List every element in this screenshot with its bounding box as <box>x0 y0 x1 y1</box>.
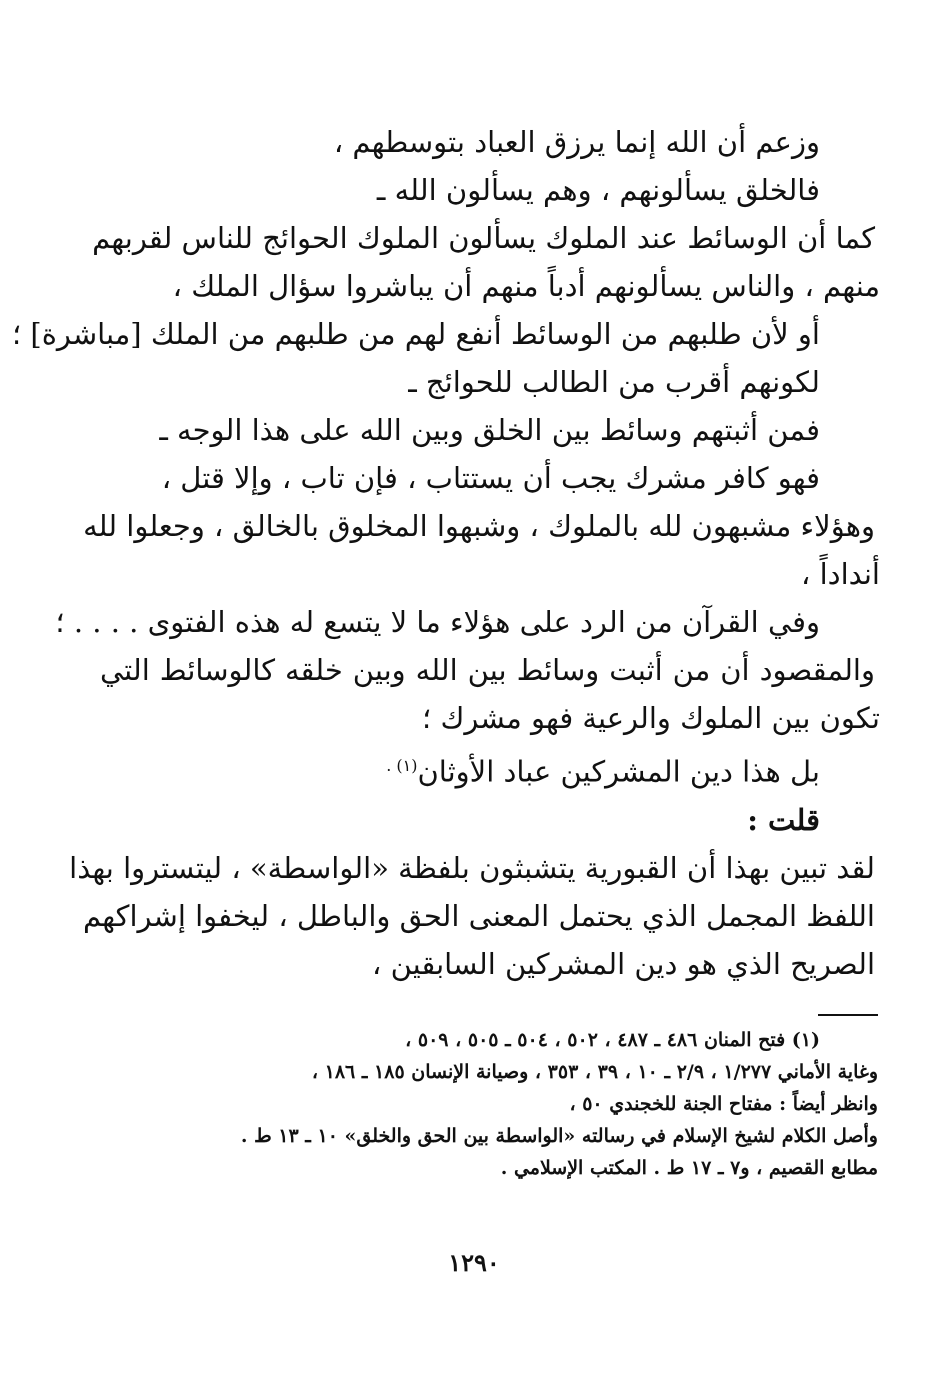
footnote-line: (١) فتح المنان ٤٨٦ ـ ٤٨٧ ، ٥٠٢ ، ٥٠٤ ـ ٥٠٥ ، ٥٠٩ ، <box>405 1028 820 1051</box>
text-line: فمن أثبتهم وسائط بين الخلق وبين الله على هذا الوجه ـ <box>159 413 820 447</box>
text-line: وفي القرآن من الرد على هؤلاء ما لا يتسع له هذه الفتوى . . . . ؛ <box>55 605 820 639</box>
footnote-marker: (١) . <box>386 756 418 775</box>
text-line: والمقصود أن من أثبت وسائط بين الله وبين خلقه كالوسائط التي <box>100 653 875 687</box>
text-line: لقد تبين بهذا أن القبورية يتشبثون بلفظة «الواسطة» ، ليتستروا بهذا <box>69 850 875 885</box>
text-line: الصريح الذي هو دين المشركين السابقين ، <box>372 946 875 981</box>
text-line: تكون بين الملوك والرعية فهو مشرك ؛ <box>422 701 880 735</box>
text-line: اللفظ المجمل الذي يحتمل المعنى الحق والباطل ، ليخفوا إشراكهم <box>82 898 875 933</box>
text-line: منهم ، والناس يسألونهم أدباً منهم أن يباشروا سؤال الملك ، <box>172 269 880 303</box>
text-line: فالخلق يسألونهم ، وهم يسألون الله ـ <box>376 173 820 207</box>
text-line <box>100 742 820 796</box>
text-line: أنداداً ، <box>801 557 880 591</box>
text-line: أو لأن طلبهم من الوسائط أنفع لهم من طلبهم من الملك [مباشرة] ؛ <box>11 317 820 351</box>
footnote-divider <box>818 1014 878 1016</box>
footnote-line: وغاية الأماني ١/٢٧٧ ، ٢/٩ ـ ١٠ ، ٣٩ ، ٣٥٣ ، وصيانة الإنسان ١٨٥ ـ ١٨٦ ، <box>311 1060 878 1083</box>
text-line: لكونهم أقرب من الطالب للحوائج ـ <box>408 365 820 399</box>
text-span: بل هذا دين المشركين عباد الأوثان <box>417 754 820 789</box>
footnotes <box>100 1024 878 1184</box>
section-label: قلت : <box>747 802 820 837</box>
footnote-line: وانظر أيضاً : مفتاح الجنة للخجندي ٥٠ ، <box>569 1092 878 1115</box>
main-text <box>11 118 880 988</box>
text-line: كما أن الوسائط عند الملوك يسألون الملوك الحوائج للناس لقربهم <box>92 221 875 255</box>
page-number: ١٢٩٠ <box>448 1248 500 1277</box>
footnote-line: مطابع القصيم ، و٧ ـ ١٧ ط . المكتب الإسلامي . <box>500 1156 878 1179</box>
footnote-line: وأصل الكلام لشيخ الإسلام في رسالته «الواسطة بين الحق والخلق» ١٠ ـ ١٣ ط . <box>240 1124 878 1147</box>
text-line: وزعم أن الله إنما يرزق العباد بتوسطهم ، <box>333 125 820 159</box>
text-line: وهؤلاء مشبهون لله بالملوك ، وشبهوا المخلوق بالخالق ، وجعلوا لله <box>83 509 875 543</box>
text-line: فهو كافر مشرك يجب أن يستتاب ، فإن تاب ، وإلا قتل ، <box>161 461 820 495</box>
